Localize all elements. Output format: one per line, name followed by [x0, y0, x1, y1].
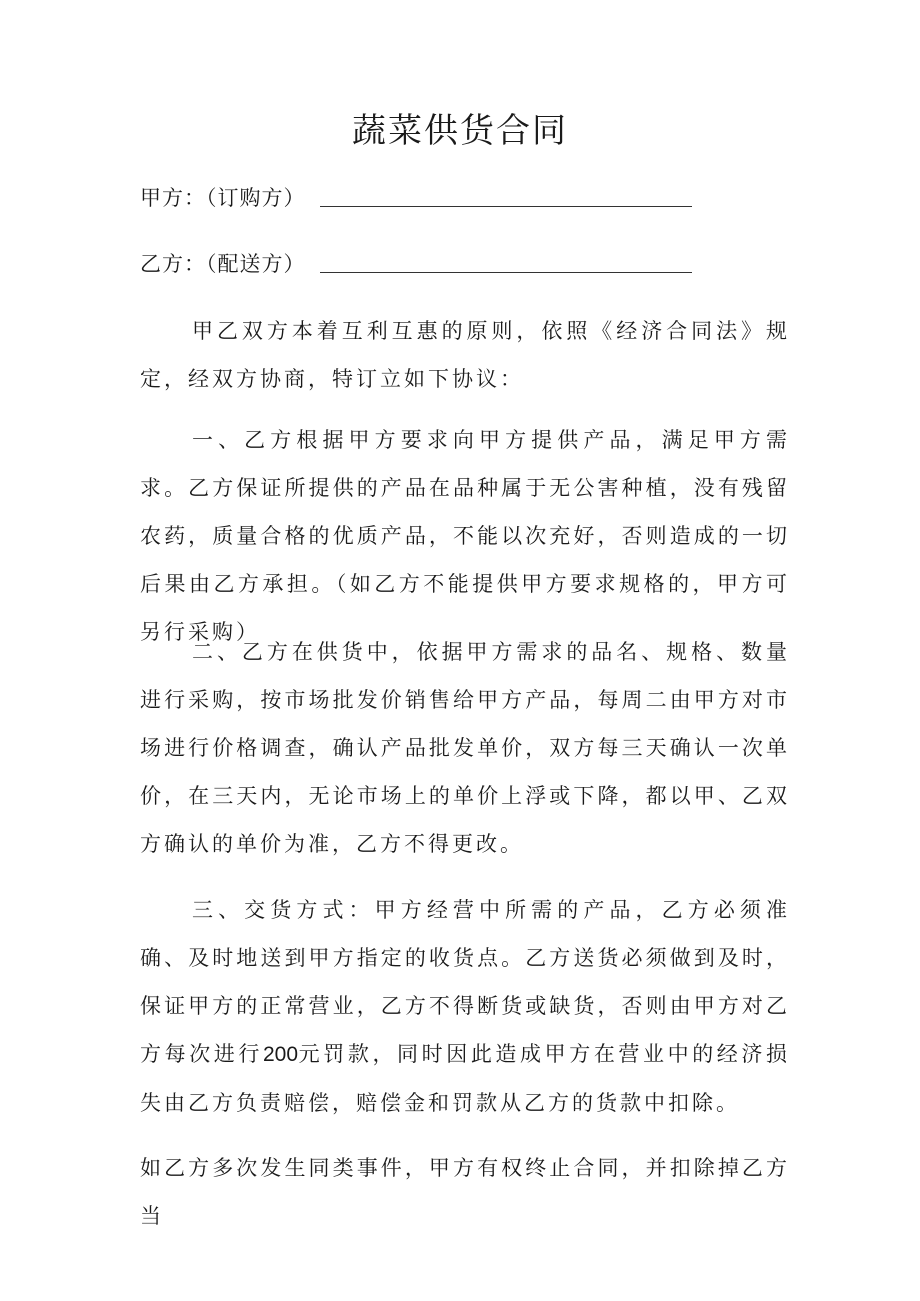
clause-3-amount: 200	[263, 1043, 299, 1066]
party-b-blank	[320, 252, 692, 273]
clause-2-paragraph: 二、乙方在供货中，依据甲方需求的品名、规格、数量进行采购，按市场批发价销售给甲方产品，每周二由甲方对市场进行价格调查，确认产品批发单价，双方每三天确认一次单价，在三天内，无论市场上的单价上浮或下降，都以甲、乙双方确认的单价为准，乙方不得更改。	[140, 640, 790, 856]
intro-paragraph: 甲乙双方本着互利互惠的原则，依照《经济合同法》规定，经双方协商，特订立如下协议：	[140, 319, 790, 391]
party-a-line	[140, 183, 692, 213]
clause-3-paragraph	[140, 886, 790, 1127]
party-b-label: 乙方：（配送方）	[140, 252, 306, 276]
clause-1-paragraph: 一、乙方根据甲方要求向甲方提供产品，满足甲方需求。乙方保证所提供的产品在品种属于无公害种植，没有残留农药，质量合格的优质产品，不能以次充好，否则造成的一切后果由乙方承担。（如乙方不能提供甲方要求规格的，甲方可另行采购）	[140, 428, 790, 644]
party-b-line	[140, 249, 692, 279]
clause-3-text-1: 三、交货方式：甲方经营中所需的产品，乙方必须准确、及时地送到甲方指定的收货点。乙方送货必须做到及时，保证甲方的正常营业，乙方不得断货或缺货，否则由甲方对乙方每次进行	[140, 898, 790, 1066]
party-a-label: 甲方：（订购方）	[140, 186, 306, 210]
party-a-blank	[320, 186, 692, 207]
clause-3-text-2: 元罚款，同时因此造成甲方在营业中的经济损失由乙方负责赔偿，赔偿金和罚款从乙方的货款中扣除。	[140, 1042, 791, 1115]
clause-3-continuation: 如乙方多次发生同类事件，甲方有权终止合同，并扣除掉乙方当	[140, 1156, 790, 1228]
document-title: 蔬菜供货合同	[352, 111, 568, 151]
